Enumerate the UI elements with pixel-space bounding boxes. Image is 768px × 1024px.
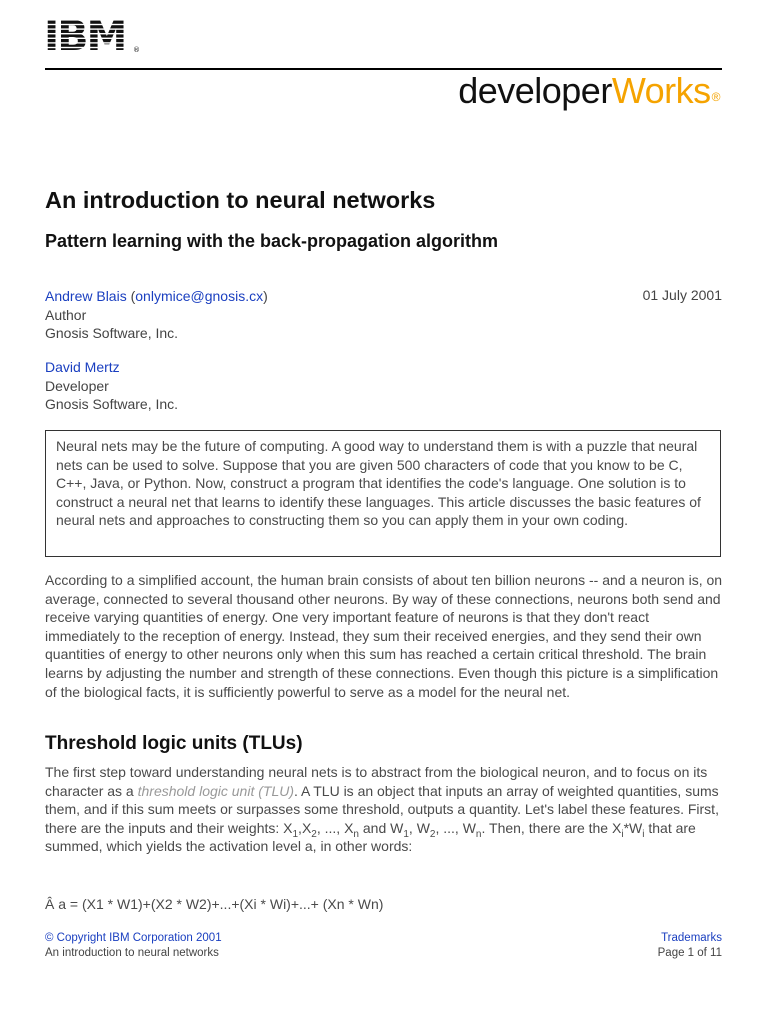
author-email-link[interactable]: onlymice@gnosis.cx	[135, 288, 264, 304]
abstract-text: Neural nets may be the future of computing. A good way to understand them is with a puzzle that neural nets can be used to solve. Suppose that you are given 500 characters of code that you know to be C, C++, Java, or Python. Now, construct a program that identifies the code's language. One solution is to construct a neural net that learns to identify these languages. This article discusses the basic features of neural nets and approaches to constructing them so you can apply them in your own coding.	[56, 438, 701, 529]
author-role: Developer	[45, 377, 109, 394]
brand-part1: developer	[458, 70, 612, 111]
footer-doc-title: An introduction to neural networks	[45, 947, 219, 959]
author-role: Author	[45, 306, 87, 323]
author-name-link[interactable]: Andrew Blais	[45, 288, 127, 304]
copyright-link[interactable]: © Copyright IBM Corporation 2001	[45, 932, 222, 944]
trademarks-link[interactable]: Trademarks	[661, 932, 722, 944]
author-block-2	[45, 358, 178, 414]
brand-registered-mark: ®	[711, 90, 720, 104]
footer-left	[45, 931, 222, 961]
article-title: An introduction to neural networks	[45, 187, 436, 213]
section-heading: Threshold logic units (TLUs)	[45, 733, 303, 754]
activation-formula: Â a = (X1 * W1)+(X2 * W2)+...+(Xi * Wi)+...+ (Xn * Wn)	[45, 896, 384, 912]
defined-term: threshold logic unit (TLU)	[137, 782, 295, 799]
article-subtitle: Pattern learning with the back-propagation algorithm	[45, 231, 499, 251]
author-block-1	[45, 287, 268, 343]
author-name-link[interactable]: David Mertz	[45, 359, 120, 375]
developerworks-logo	[458, 70, 720, 112]
footer-right	[658, 931, 722, 961]
abstract-box	[45, 430, 721, 557]
author-company: Gnosis Software, Inc.	[45, 396, 179, 412]
registered-mark: ®	[133, 46, 140, 54]
ibm-logo	[45, 16, 139, 54]
publish-date: 01 July 2001	[642, 287, 722, 303]
author-line: Andrew Blais (onlymice@gnosis.cx)	[45, 288, 268, 304]
intro-paragraph: According to a simplified account, the human brain consists of about ten billion neurons -- and a neuron is, on average, connected to several thousand other neurons. By way of these connections, neurons both send and receive varying quantities of energy. One very important feature of neurons is that they don't react immediately to the reception of energy. Instead, they sum their received energies, and they send their own quantities of energy to other neurons only when this sum has reached a certain critical threshold. The brain learns by adjusting the number and strength of these connections. Even though this picture is a simplification of the biological facts, it is sufficiently powerful to serve as a model for the neural net.	[45, 572, 723, 700]
author-company: Gnosis Software, Inc.	[45, 325, 179, 341]
page-number: Page 1 of 11	[657, 947, 722, 959]
brand-part2: Works	[611, 70, 711, 111]
section-paragraph: The first step toward understanding neural nets is to abstract from the biological neuron, and to focus on its character as a threshold logic unit (TLU). A TLU is an object that inputs an array of weighted quantities, sums them, and if this sum meets or surpasses some threshold, outputs a quantity. Let's label these features. First, there are the inputs and their weights: $X_1,X_2$, ..., $X_n$ and $W_1$, $W_2$, ..., $W_n$. Then, there are the $X_i*W_i$ that are summed, which yields the activation level a, in other words:	[45, 764, 719, 855]
